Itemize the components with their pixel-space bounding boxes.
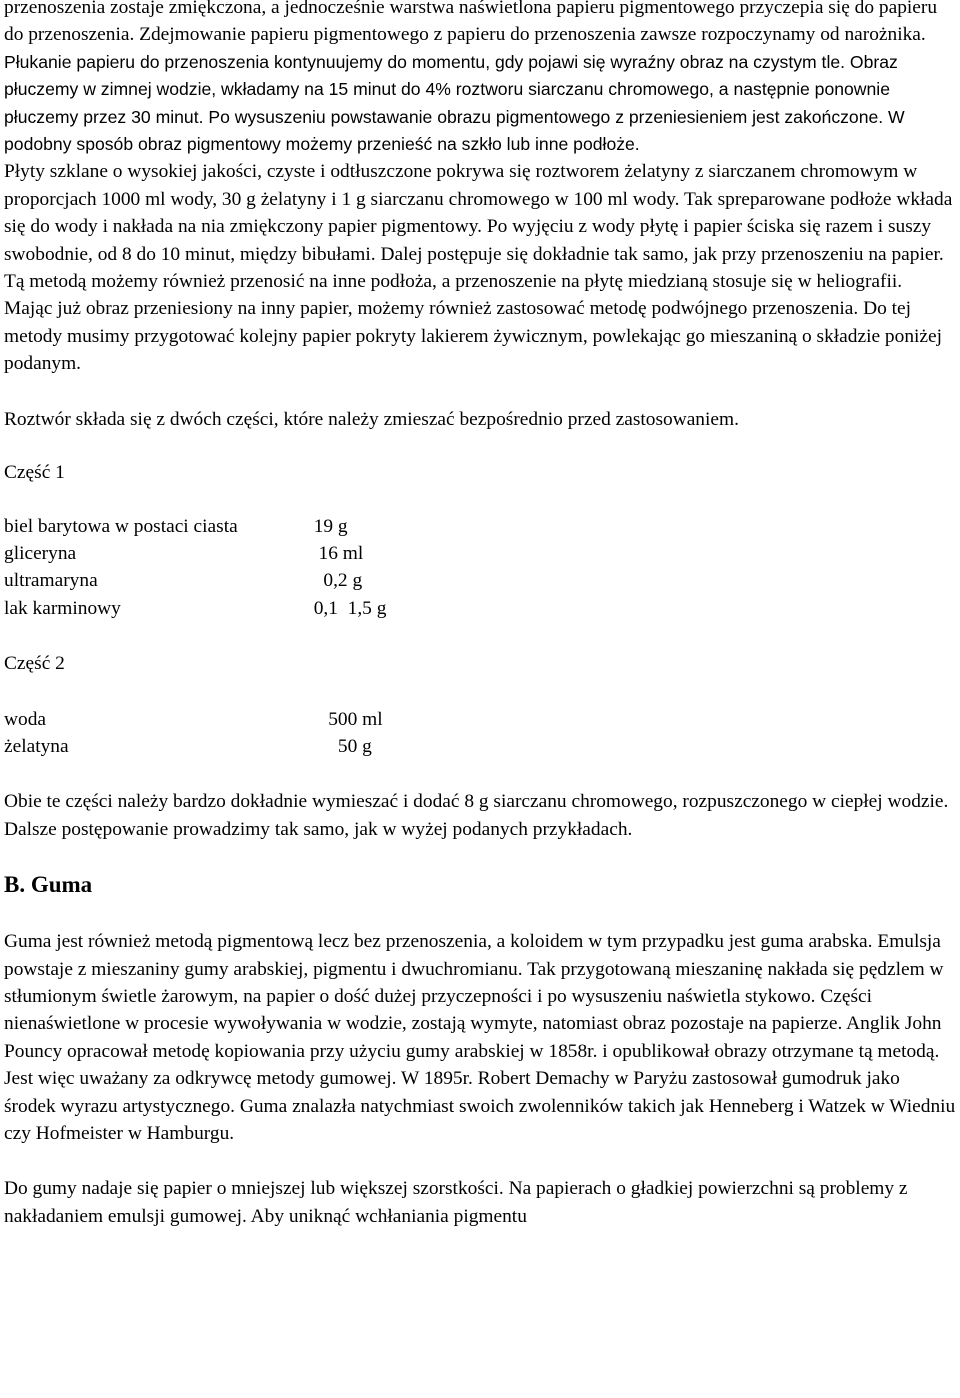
part2-title: Część 2 (4, 653, 65, 675)
ingredient-row (4, 540, 386, 567)
ingredient-name: ultramaryna (4, 570, 98, 592)
ingredient-row (4, 733, 383, 760)
spacer (4, 487, 956, 513)
ingredient-name: lak karminowy (4, 597, 121, 619)
transfer-sentence-serif: przenoszenia zostaje zmiękczona, a jednocześnie warstwa naświetlona papieru pigmentowego przyczepia się do papieru do przenoszenia. Zdejmowanie papieru pigmentowego z papieru do przenoszenia zawsze rozpoczynamy od narożnika. (4, 0, 938, 46)
spacer (4, 433, 956, 459)
gum-method-paragraph: Guma jest również metodą pigmentową lecz bez przenoszenia, a koloidem w tym przypadku jest guma arabska. Emulsja powstaje z mieszaniny gumy arabskiej, pigmentu i dwuchromianu. Tak przygotowaną mieszaninę nakłada się pędzlem w stłumionym świetle żarowym, na papier o dość dużej przyczepności i po wysuszeniu naświetla stykowo. Części nienaświetlone w procesie wywoływania w wodzie, zostają wymyte, natomiast obraz pozostaje na papierze. Anglik John Pouncy opracował metodę kopiowania przy użyciu gumy arabskiej w 1858r. i opublikował obrazy otrzymane tą metodą. Jest więc uważany za odkrywcę metody gumowej. W 1895r. Robert Demachy w Paryżu zastosował gumodruk jako środek wyrazu artystycznego. Guma znalazła natychmiast swoich zwolenników takich jak Henneberg i Watzek w Wiedniu czy Hofmeister w Hamburgu. (4, 931, 956, 1144)
ingredient-amount: 19 g (304, 515, 348, 537)
ingredient-name: gliceryna (4, 542, 77, 564)
ingredient-amount: 0,2 g (304, 570, 363, 592)
glass-plates-paragraph: Płyty szklane o wysokiej jakości, czyste i odtłuszczone pokrywa się roztworem żelatyny z siarczanem chromowym w proporcjach 1000 ml wody, 30 g żelatyny i 1 g siarczanu chromowego w 100 ml wody. Tak spreparowane podłoże wkłada się do wody i nakłada na nia zmiękczony papier pigmentowy. Po wyjęciu z wody płytę i papier ściska się razem i suszy swobodnie, od 8 do 10 minut, między bibułami. Dalej postępuje się dokładnie tak samo, jak przy przenoszeniu na papier. Tą metodą możemy również przenosić na inne podłoża, a przenoszenie na płytę miedzianą stosuje się w heliografii. (4, 161, 953, 293)
ingredient-amount: 16 ml (304, 542, 364, 564)
ingredient-row (4, 567, 386, 594)
spacer (4, 622, 956, 650)
ingredient-name: biel barytowa w postaci ciasta (4, 515, 238, 537)
part1-ingredients-table (4, 513, 386, 623)
mixing-note: Obie te części należy bardzo dokładnie wymieszać i dodać 8 g siarczanu chromowego, rozpuszczonego w ciepłej wodzie. Dalsze postępowanie prowadzimy tak samo, jak w wyżej podanych przykładach. (4, 791, 949, 840)
spacer (4, 900, 956, 928)
ingredient-name: woda (4, 708, 47, 730)
spacer (4, 1147, 956, 1175)
part2-ingredients-table (4, 706, 383, 761)
document-page (4, 0, 956, 1230)
double-transfer-paragraph: Mając już obraz przeniesiony na inny papier, możemy również zastosować metodę podwójnego przenoszenia. Do tej metody musimy przygotować kolejny papier pokryty lakierem żywicznym, powlekając go mieszaniną o składzie poniżej podanym. (4, 298, 943, 375)
section-heading-gum: B. Guma (4, 872, 93, 898)
ingredient-row (4, 706, 383, 733)
rinsing-sentences-sans: Płukanie papieru do przenoszenia kontynuujemy do momentu, gdy pojawi się wyraźny obraz na czystym tle. Obraz płuczemy w zimnej wodzie, wkładamy na 15 minut do 4% roztworu siarczanu chromowego, a następnie ponownie płuczemy przez 30 minut. Po wysuszeniu powstawanie obrazu pigmentowego z przeniesieniem jest zakończone. W podobny sposób obraz pigmentowy możemy przenieść na szkło lub inne podłoże. (4, 51, 905, 155)
spacer (4, 678, 956, 706)
spacer (4, 378, 956, 406)
part1-title: Część 1 (4, 462, 65, 484)
paper-roughness-paragraph: Do gumy nadaje się papier o mniejszej lub większej szorstkości. Na papierach o gładkiej powierzchni są problemy z nakładaniem emulsji gumowej. Aby uniknąć wchłaniania pigmentu (4, 1178, 908, 1227)
spacer (4, 843, 956, 870)
transfer-paragraph (4, 0, 956, 158)
ingredient-amount: 50 g (304, 735, 372, 757)
spacer (4, 760, 956, 788)
solution-intro: Roztwór składa się z dwóch części, które należy zmieszać bezpośrednio przed zastosowaniem. (4, 408, 739, 430)
ingredient-row (4, 595, 386, 622)
ingredient-amount: 500 ml (304, 708, 383, 730)
ingredient-name: żelatyna (4, 735, 69, 757)
ingredient-row (4, 513, 386, 540)
ingredient-amount: 0,1 1,5 g (304, 597, 387, 619)
